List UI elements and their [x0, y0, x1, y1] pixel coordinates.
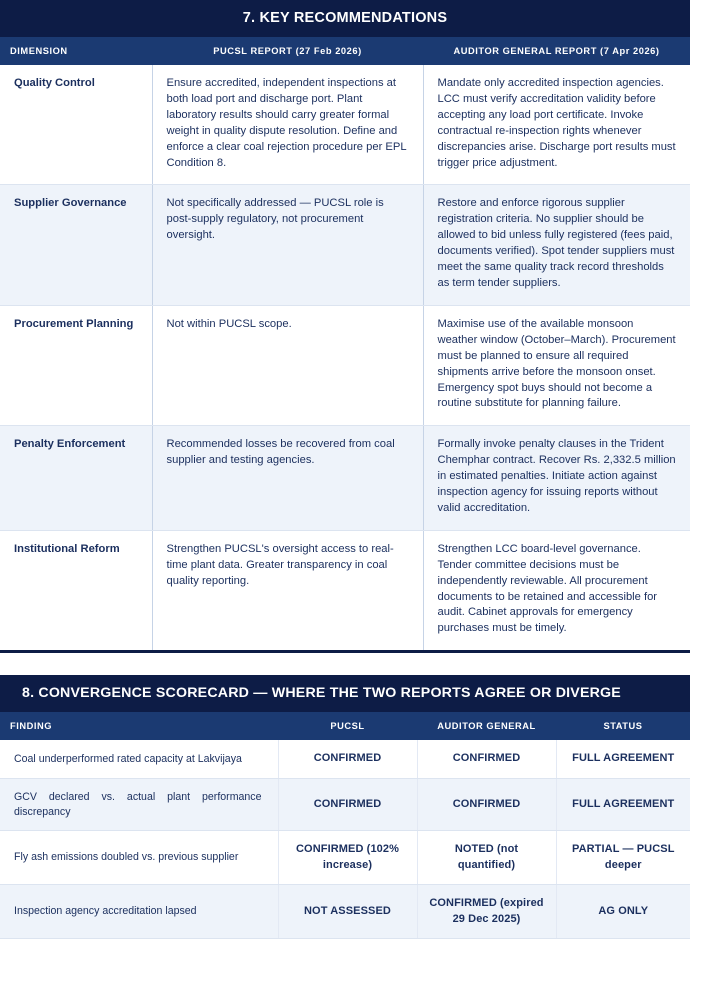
section-spacer — [0, 653, 703, 675]
cell-pucsl-status: CONFIRMED — [278, 740, 417, 778]
section7-title: 7. KEY RECOMMENDATIONS — [0, 0, 690, 37]
cell-dimension: Penalty Enforcement — [0, 426, 152, 531]
table-header-row — [0, 712, 690, 740]
cell-pucsl: Not specifically addressed — PUCSL role is post-supply regulatory, not procurement oversight. — [152, 185, 423, 305]
col-header-auditor-general-report: AUDITOR GENERAL REPORT (7 Apr 2026) — [423, 37, 690, 65]
cell-auditor: Formally invoke penalty clauses in the Trident Chemphar contract. Recover Rs. 2,332.5 million in estimated penalties. Initiate action against inspection agency for issuing reports without valid accreditation. — [423, 426, 690, 531]
col-header-auditor-general: AUDITOR GENERAL — [417, 712, 556, 740]
cell-finding: GCV declared vs. actual plant performance discrepancy — [0, 778, 278, 831]
table-header-row — [0, 37, 690, 65]
recommendations-table — [0, 37, 690, 650]
table-row — [0, 65, 690, 185]
col-header-pucsl: PUCSL — [278, 712, 417, 740]
col-header-dimension: DIMENSION — [0, 37, 152, 65]
cell-pucsl-status: CONFIRMED — [278, 778, 417, 831]
cell-dimension: Institutional Reform — [0, 530, 152, 650]
col-header-finding: FINDING — [0, 712, 278, 740]
cell-auditor: Mandate only accredited inspection agencies. LCC must verify accreditation validity before accepting any load port certificate. Invoke contractual re-inspection rights whenever discrepancies arise. Discharge port results must trigger price adjustment. — [423, 65, 690, 185]
cell-pucsl: Ensure accredited, independent inspections at both load port and discharge port. Plant laboratory results should carry greater formal weight in quality dispute resolution. Define and enforce a clear coal rejection procedure per EPL Condition 8. — [152, 65, 423, 185]
cell-auditor-status: CONFIRMED — [417, 740, 556, 778]
cell-auditor-status: CONFIRMED (expired 29 Dec 2025) — [417, 885, 556, 939]
cell-auditor: Restore and enforce rigorous supplier registration criteria. No supplier should be allowed to bid unless fully registered (fees paid, documents verified). Spot tender suppliers must meet the same quality track record thresholds as term tender suppliers. — [423, 185, 690, 305]
recommendations-table-wrap — [0, 37, 690, 653]
cell-auditor-status: NOTED (not quantified) — [417, 831, 556, 885]
col-header-pucsl-report: PUCSL REPORT (27 Feb 2026) — [152, 37, 423, 65]
table-row — [0, 426, 690, 531]
cell-pucsl: Not within PUCSL scope. — [152, 305, 423, 425]
scorecard-table — [0, 712, 690, 939]
table-row — [0, 885, 690, 939]
cell-auditor: Strengthen LCC board-level governance. Tender committee decisions must be independently reviewable. All procurement documents to be retained and accessible for audit. Cabinet approvals for emergency purchases must be timely. — [423, 530, 690, 650]
cell-dimension: Procurement Planning — [0, 305, 152, 425]
section-convergence-scorecard — [0, 675, 690, 939]
table-row — [0, 740, 690, 778]
cell-pucsl-status: CONFIRMED (102% increase) — [278, 831, 417, 885]
table-row — [0, 530, 690, 650]
cell-auditor: Maximise use of the available monsoon weather window (October–March). Procurement must be planned to ensure all required shipments arrive before the monsoon onset. Emergency spot buys should not become a routine substitute for planning failure. — [423, 305, 690, 425]
table-row — [0, 305, 690, 425]
status-badge: FULL AGREEMENT — [556, 740, 690, 778]
cell-dimension: Quality Control — [0, 65, 152, 185]
cell-finding: Fly ash emissions doubled vs. previous supplier — [0, 831, 278, 885]
recommendations-body — [0, 65, 690, 650]
cell-pucsl: Strengthen PUCSL's oversight access to real-time plant data. Greater transparency in coal quality reporting. — [152, 530, 423, 650]
col-header-status: STATUS — [556, 712, 690, 740]
cell-finding: Coal underperformed rated capacity at Lakvijaya — [0, 740, 278, 778]
status-badge: FULL AGREEMENT — [556, 778, 690, 831]
table-row — [0, 778, 690, 831]
cell-finding: Inspection agency accreditation lapsed — [0, 885, 278, 939]
table-row — [0, 185, 690, 305]
cell-pucsl-status: NOT ASSESSED — [278, 885, 417, 939]
scorecard-body — [0, 740, 690, 938]
cell-dimension: Supplier Governance — [0, 185, 152, 305]
cell-pucsl: Recommended losses be recovered from coal supplier and testing agencies. — [152, 426, 423, 531]
status-badge: AG ONLY — [556, 885, 690, 939]
table-row — [0, 831, 690, 885]
section8-title: 8. CONVERGENCE SCORECARD — WHERE THE TWO REPORTS AGREE OR DIVERGE — [0, 675, 690, 712]
status-badge: PARTIAL — PUCSL deeper — [556, 831, 690, 885]
cell-auditor-status: CONFIRMED — [417, 778, 556, 831]
